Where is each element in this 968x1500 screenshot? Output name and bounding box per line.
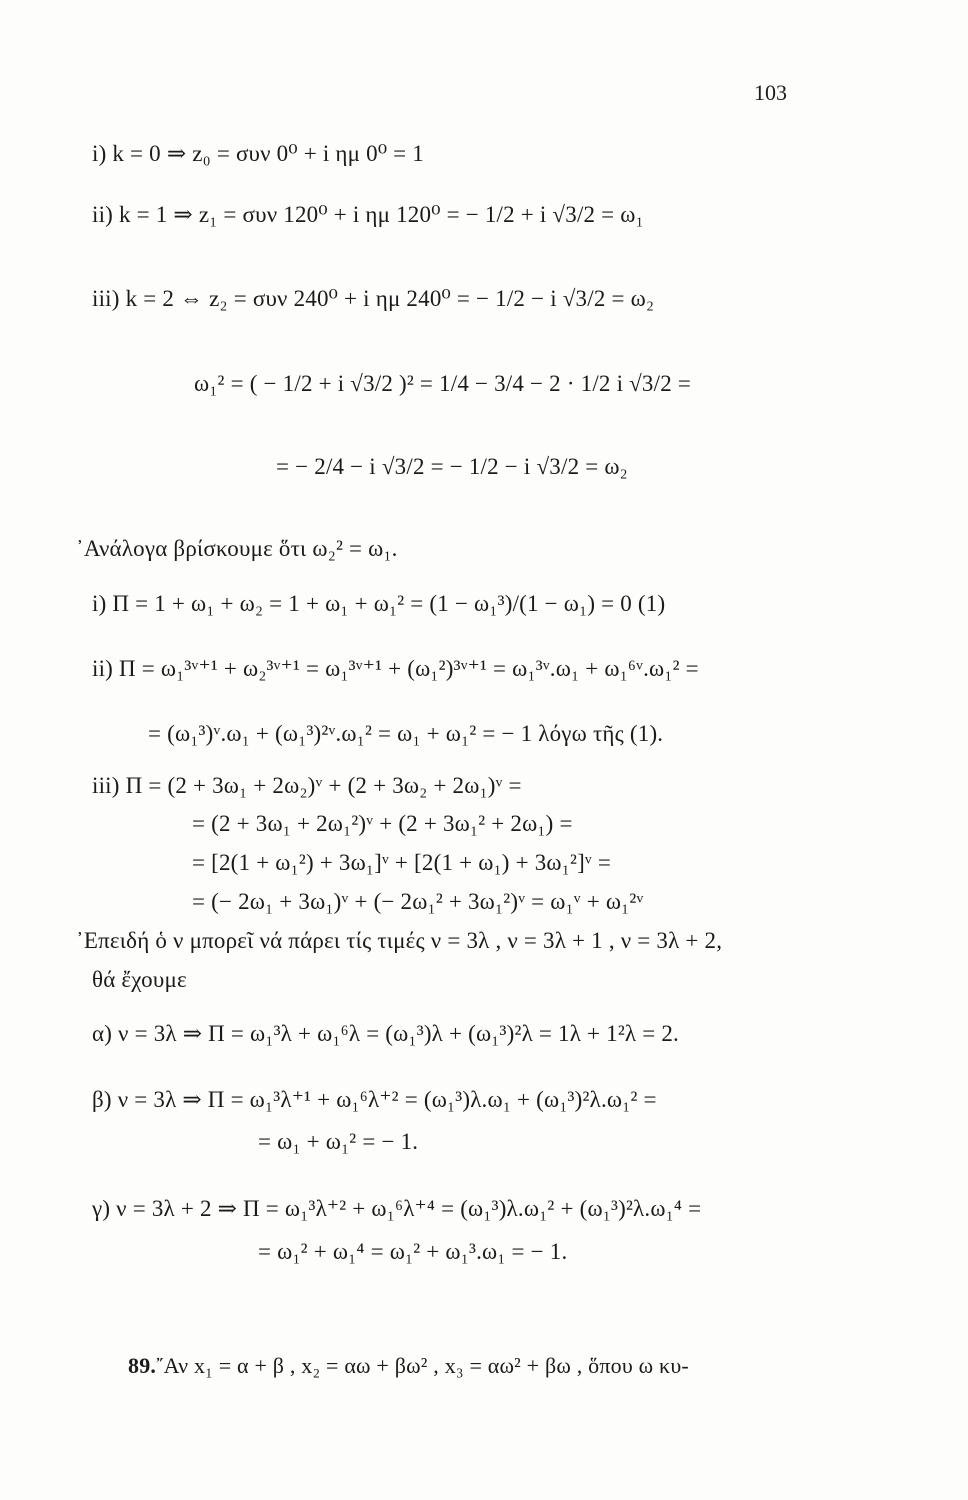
exercise-number: 89. (128, 1353, 157, 1378)
text-line: = ω₁ + ω₁² = − 1. (258, 1129, 419, 1154)
text-line: iii) Π = (2 + 3ω₁ + 2ω₂)ᵛ + (2 + 3ω₂ + 2ω₁)ᵛ = (92, 773, 522, 798)
text-line: = − 2/4 − i √3/2 = − 1/2 − i √3/2 = ω₂ (276, 454, 628, 479)
text-line: β) ν = 3λ ⇒ Π = ω₁³λ⁺¹ + ω₁⁶λ⁺² = (ω₁³)λ.ω₁ + (ω₁³)²λ.ω₁² = (92, 1087, 657, 1112)
text-line: ᾽Ανάλογα βρίσκουμε ὅτι ω₂² = ω₁. (76, 536, 398, 561)
text-line: i) k = 0 ⇒ z₀ = συν 0⁰ + i ημ 0⁰ = 1 (92, 141, 425, 166)
text-line: = (2 + 3ω₁ + 2ω₁²)ᵛ + (2 + 3ω₁² + 2ω₁) = (192, 811, 573, 836)
exercise-line (128, 1355, 689, 1377)
text-line: γ) ν = 3λ + 2 ⇒ Π = ω₁³λ⁺² + ω₁⁶λ⁺⁴ = (ω₁³)λ.ω₁² + (ω₁³)²λ.ω₁⁴ = (92, 1196, 702, 1221)
text-line: = (− 2ω₁ + 3ω₁)ᵛ + (− 2ω₁² + 3ω₁²)ᵛ = ω₁ᵛ + ω₁²ᵛ (192, 889, 644, 914)
text-line: α) ν = 3λ ⇒ Π = ω₁³λ + ω₁⁶λ = (ω₁³)λ + (ω₁³)²λ = 1λ + 1²λ = 2. (92, 1021, 679, 1046)
text-line: iii) k = 2 ⇔ z₂ = συν 240⁰ + i ημ 240⁰ = − 1/2 − i √3/2 = ω₂ (92, 286, 655, 311)
text-line: ii) Π = ω₁³ᵛ⁺¹ + ω₂³ᵛ⁺¹ = ω₁³ᵛ⁺¹ + (ω₁²)³ᵛ⁺¹ = ω₁³ᵛ.ω₁ + ω₁⁶ᵛ.ω₁² = (92, 656, 699, 681)
text-line: ω₁² = ( − 1/2 + i √3/2 )² = 1/4 − 3/4 − 2 · 1/2 i √3/2 = (194, 371, 692, 396)
text-line: ᾽Επειδή ὁ ν μπορεῖ νά πάρει τίς τιμές ν = 3λ , ν = 3λ + 1 , ν = 3λ + 2, (76, 928, 723, 953)
text-line: θά ἔχουμε (92, 967, 187, 992)
page-number: 103 (754, 80, 787, 105)
text-line: ii) k = 1 ⇒ z₁ = συν 120⁰ + i ημ 120⁰ = − 1/2 + i √3/2 = ω₁ (92, 202, 644, 227)
text-line: i) Π = 1 + ω₁ + ω₂ = 1 + ω₁ + ω₁² = (1 − ω₁³)/(1 − ω₁) = 0 (1) (92, 591, 666, 616)
text-line: = (ω₁³)ᵛ.ω₁ + (ω₁³)²ᵛ.ω₁² = ω₁ + ω₁² = − 1 λόγω τῆς (1). (148, 721, 664, 746)
text-line: = [2(1 + ω₁²) + 3ω₁]ᵛ + [2(1 + ω₁) + 3ω₁²]ᵛ = (192, 850, 612, 875)
text-line: = ω₁² + ω₁⁴ = ω₁² + ω₁³.ω₁ = − 1. (258, 1239, 568, 1264)
exercise-text: ῎Αν x₁ = α + β , x₂ = αω + βω² , x₃ = αω² + βω , ὅπου ω κυ- (156, 1353, 689, 1378)
